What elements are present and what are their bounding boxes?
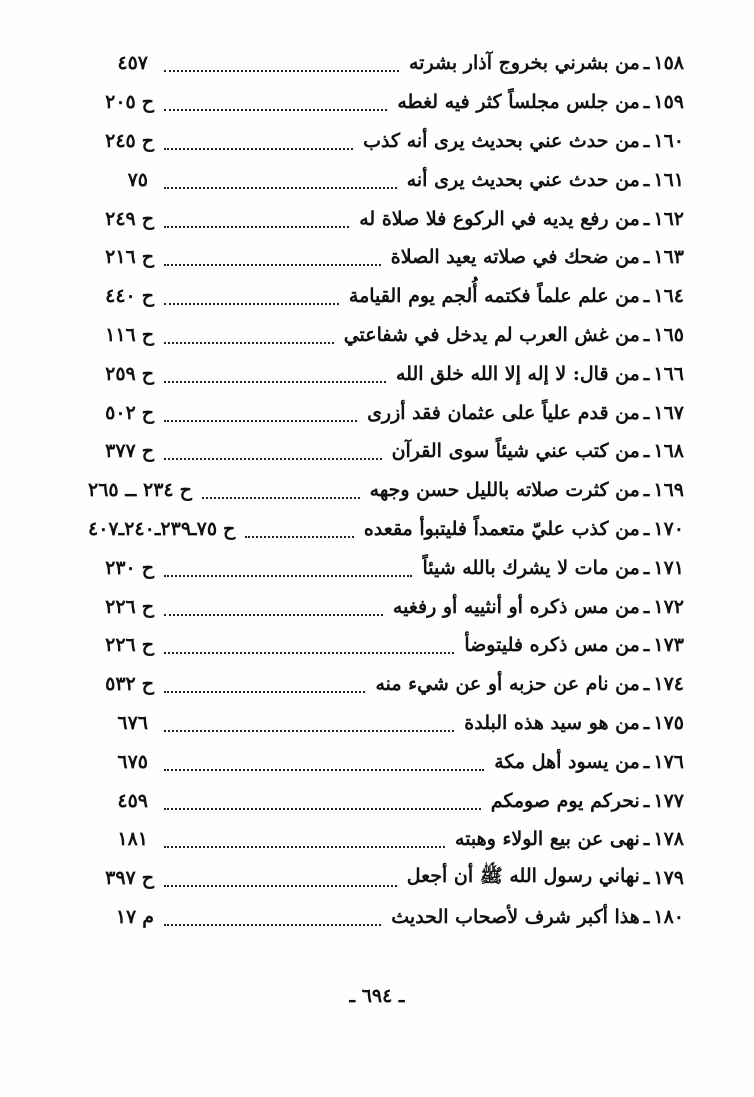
entry-title: من مس ذكره فليتوضأ	[464, 634, 640, 657]
entry-separator: ـ	[643, 556, 650, 579]
entry-number: ١٦٦	[653, 362, 684, 385]
entry-reference	[88, 130, 154, 152]
index-entry	[88, 354, 684, 393]
index-entry	[88, 859, 684, 898]
entry-number: ١٦٩	[653, 479, 684, 502]
entry-separator: ـ	[643, 207, 650, 230]
index-entry	[88, 471, 684, 510]
reference-prefix: ح	[141, 362, 154, 385]
index-entry	[88, 432, 684, 471]
entry-reference	[88, 402, 154, 424]
dot-leader	[245, 536, 354, 538]
dot-leader	[164, 381, 386, 383]
entry-title: من كذب عليّ متعمداً فليتبوأ مقعده	[363, 517, 640, 540]
entry-separator: ـ	[643, 323, 650, 346]
entry-reference	[88, 673, 154, 695]
reference-pages: ٢٥٩	[105, 362, 136, 385]
reference-prefix: ح	[141, 323, 154, 346]
entry-title: من نام عن حزبه أو عن شيء منه	[375, 673, 640, 696]
dot-leader	[164, 264, 381, 266]
entry-title: من كتب عني شيئاً سوى القرآن	[391, 440, 640, 463]
entry-separator: ـ	[643, 285, 650, 308]
entry-title: من يسود أهل مكة	[494, 750, 640, 773]
index-entry	[88, 626, 684, 665]
reference-prefix: ح	[141, 673, 154, 696]
page-number: ـ ٦٩٤ ـ	[349, 985, 405, 1007]
entry-number: ١٧٨	[653, 828, 684, 851]
dot-leader	[164, 730, 454, 732]
reference-prefix: ح	[141, 867, 154, 890]
dot-leader	[164, 342, 334, 344]
entry-reference	[88, 285, 154, 307]
entry-separator: ـ	[643, 750, 650, 773]
reference-pages: ٢٣٠	[105, 556, 136, 579]
entry-title: من علم علماً فكتمه أُلجم يوم القيامة	[348, 285, 640, 308]
entry-separator: ـ	[643, 673, 650, 696]
dot-leader	[164, 575, 412, 577]
reference-prefix: ح	[179, 479, 192, 502]
entry-reference	[88, 712, 154, 734]
index-entry	[88, 238, 684, 277]
entry-number: ١٦٤	[653, 285, 684, 308]
reference-pages: ٦٧٦	[117, 711, 148, 734]
entry-number: ١٧٦	[653, 750, 684, 773]
index-entry	[88, 83, 684, 122]
entry-reference	[88, 596, 154, 618]
entry-reference	[88, 324, 154, 346]
entry-reference	[88, 246, 154, 268]
entry-number: ١٦٢	[653, 207, 684, 230]
index-entry	[88, 393, 684, 432]
entry-separator: ـ	[643, 595, 650, 618]
entry-separator: ـ	[643, 401, 650, 424]
reference-prefix: ح	[141, 401, 154, 424]
entry-title: من بشرني بخروج آذار بشرته	[408, 52, 640, 75]
dot-leader	[164, 652, 454, 654]
dot-leader	[164, 458, 382, 460]
entry-separator: ـ	[643, 362, 650, 385]
entry-reference	[88, 169, 154, 191]
reference-pages: ٢٢٦	[105, 595, 136, 618]
reference-pages: ٤٤٠	[105, 285, 136, 308]
index-entry	[88, 742, 684, 781]
entry-title: نحركم يوم صومكم	[490, 789, 640, 812]
entry-separator: ـ	[643, 440, 650, 463]
reference-pages: ٧٥	[127, 168, 148, 191]
index-entry	[88, 781, 684, 820]
entry-reference	[88, 440, 154, 462]
entry-number: ١٧٤	[653, 673, 684, 696]
reference-prefix: ح	[141, 91, 154, 114]
entry-separator: ـ	[643, 246, 650, 269]
entry-number: ١٦١	[653, 168, 684, 191]
entry-number: ١٧٣	[653, 634, 684, 657]
reference-pages: ١١٦	[105, 323, 136, 346]
entry-reference	[88, 867, 154, 889]
reference-pages: ٤٥٧	[117, 52, 148, 75]
reference-pages: ٢٢٦	[105, 634, 136, 657]
entry-separator: ـ	[643, 634, 650, 657]
index-entry	[88, 160, 684, 199]
dot-leader	[202, 497, 360, 499]
reference-pages: ٦٧٥	[117, 750, 148, 773]
entry-number: ١٧٢	[653, 595, 684, 618]
entry-reference	[88, 479, 192, 501]
entry-title: من كثرت صلاته بالليل حسن وجهه	[369, 479, 640, 502]
entry-reference	[88, 751, 154, 773]
index-entry	[88, 510, 684, 549]
entry-separator: ـ	[643, 905, 650, 928]
entry-reference	[88, 828, 154, 850]
index-entry	[88, 44, 684, 83]
dot-leader	[164, 226, 349, 228]
entry-title: من جلس مجلساً كثر فيه لغطه	[397, 91, 640, 114]
reference-pages: ٥٠٢	[105, 401, 136, 424]
entry-reference	[88, 208, 154, 230]
entry-number: ١٨٠	[653, 905, 684, 928]
entry-reference	[88, 906, 154, 928]
dot-leader	[164, 885, 397, 887]
entry-number: ١٦٥	[653, 323, 684, 346]
index-entry	[88, 665, 684, 704]
entry-number: ١٧٠	[653, 517, 684, 540]
entry-separator: ـ	[643, 711, 650, 734]
reference-pages: ٥٣٢	[105, 673, 136, 696]
entry-separator: ـ	[643, 479, 650, 502]
entry-number: ١٥٩	[653, 91, 684, 114]
entry-reference	[88, 363, 154, 385]
dot-leader	[164, 691, 365, 693]
entry-reference	[88, 518, 235, 540]
reference-prefix: ح	[223, 517, 236, 540]
reference-pages: ١٧	[115, 905, 137, 928]
entry-reference	[88, 557, 154, 579]
dot-leader	[164, 846, 445, 848]
index-entry	[88, 704, 684, 743]
reference-prefix: م	[142, 905, 154, 928]
reference-pages: ٣٧٧	[105, 440, 136, 463]
index-entry	[88, 548, 684, 587]
entry-number: ١٧٧	[653, 789, 684, 812]
dot-leader	[164, 148, 353, 150]
reference-pages: ٢٣٤ ــ ٢٦٥	[88, 479, 174, 502]
reference-pages: ٢٠٥	[105, 91, 136, 114]
entry-separator: ـ	[643, 52, 650, 75]
entry-number: ١٥٨	[653, 52, 684, 75]
entry-reference	[88, 91, 154, 113]
reference-prefix: ح	[141, 595, 154, 618]
reference-pages: ٤٥٩	[117, 789, 148, 812]
reference-pages: ١٨١	[117, 828, 148, 851]
index-entry	[88, 820, 684, 859]
entry-separator: ـ	[643, 789, 650, 812]
index-entry	[88, 316, 684, 355]
reference-prefix: ح	[141, 129, 154, 152]
dot-leader	[164, 769, 484, 771]
entry-separator: ـ	[643, 828, 650, 851]
entry-title: هذا أكبر شرف لأصحاب الحديث	[391, 905, 640, 928]
entry-title: من مس ذكره أو أنثييه أو رفغيه	[392, 595, 640, 618]
dot-leader	[164, 924, 381, 926]
entry-separator: ـ	[643, 91, 650, 114]
entry-reference	[88, 790, 154, 812]
entry-number: ١٧١	[653, 556, 684, 579]
index-entry	[88, 122, 684, 161]
entry-number: ١٦٨	[653, 440, 684, 463]
entry-separator: ـ	[643, 168, 650, 191]
entry-number: ١٧٩	[653, 867, 684, 890]
index-entries	[88, 44, 684, 936]
reference-prefix: ح	[141, 634, 154, 657]
index-entry	[88, 199, 684, 238]
entry-number: ١٦٧	[653, 401, 684, 424]
dot-leader	[164, 808, 481, 810]
reference-pages: ٧٥ـ٢٣٩ـ٢٤٠ـ٤٠٧	[88, 517, 218, 540]
reference-prefix: ح	[141, 207, 154, 230]
entry-title: من حدث عني بحديث يرى أنه كذب	[363, 129, 640, 152]
entry-number: ١٦٣	[653, 246, 684, 269]
entry-separator: ـ	[643, 867, 650, 890]
dot-leader	[164, 187, 397, 189]
reference-prefix: ح	[141, 285, 154, 308]
reference-prefix: ح	[141, 556, 154, 579]
entry-title: من حدث عني بحديث يرى أنه	[406, 168, 640, 191]
entry-title: من ضحك في صلاته يعيد الصلاة	[390, 246, 640, 269]
index-entry	[88, 898, 684, 937]
dot-leader	[164, 614, 383, 616]
entry-separator: ـ	[643, 129, 650, 152]
entry-reference	[88, 52, 154, 74]
entry-title: نهى عن بيع الولاء وهبته	[455, 828, 640, 851]
entry-title: من رفع يديه في الركوع فلا صلاة له	[359, 207, 640, 230]
dot-leader	[164, 70, 399, 72]
reference-prefix: ح	[141, 440, 154, 463]
index-entry	[88, 587, 684, 626]
entry-title: نهاني رسول الله ﷺ أن أجعل	[406, 865, 640, 888]
reference-pages: ٣٩٧	[105, 867, 136, 890]
entry-title: من مات لا يشرك بالله شيئاً	[422, 556, 640, 579]
dot-leader	[164, 109, 387, 111]
index-entry	[88, 277, 684, 316]
reference-pages: ٢٤٩	[105, 207, 136, 230]
dot-leader	[164, 420, 357, 422]
reference-prefix: ح	[141, 246, 154, 269]
entry-reference	[88, 634, 154, 656]
reference-pages: ٢٤٥	[105, 129, 136, 152]
entry-title: من هو سيد هذه البلدة	[464, 711, 640, 734]
reference-pages: ٢١٦	[105, 246, 136, 269]
entry-title: من قدم علياً على عثمان فقد أزرى	[367, 401, 640, 424]
entry-title: من قال: لا إله إلا الله خلق الله	[395, 362, 640, 385]
entry-title: من غش العرب لم يدخل في شفاعتي	[343, 323, 640, 346]
entry-separator: ـ	[643, 517, 650, 540]
dot-leader	[164, 303, 339, 305]
entry-number: ١٧٥	[653, 711, 684, 734]
entry-number: ١٦٠	[653, 129, 684, 152]
